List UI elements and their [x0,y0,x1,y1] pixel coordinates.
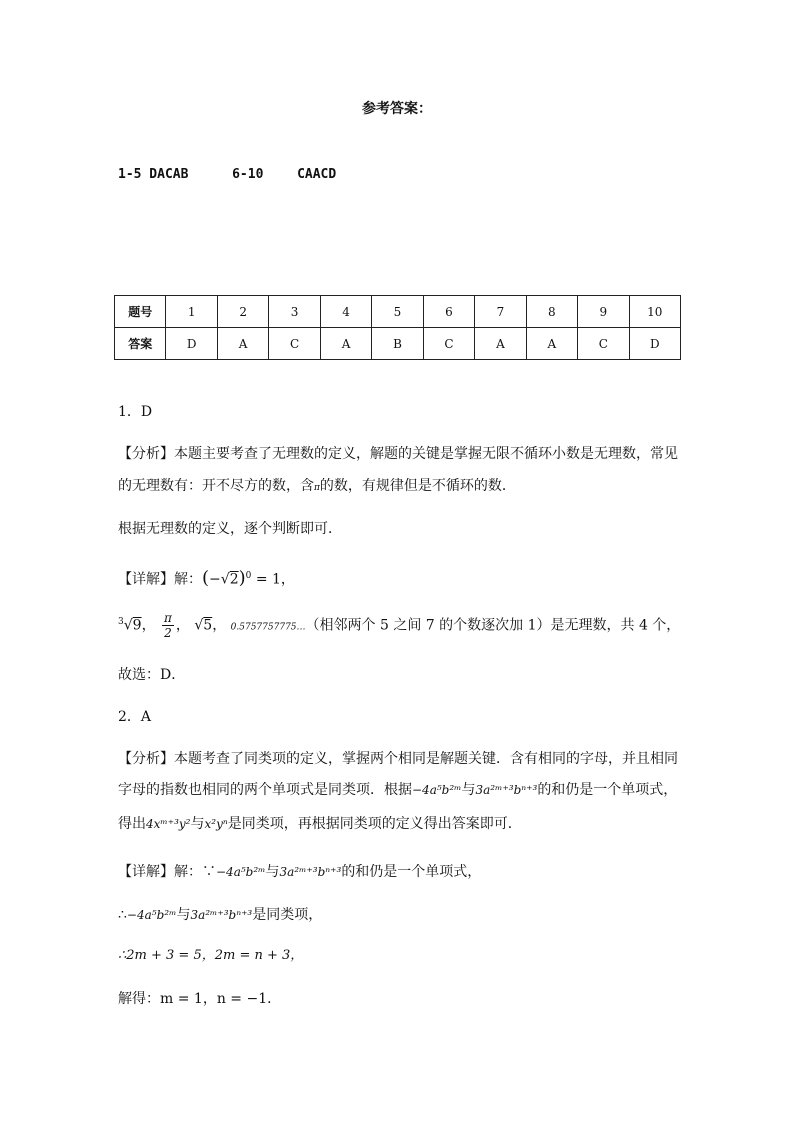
list-suffix: （相邻两个 5 之间 7 的个数逐次加 1）是无理数，共 4 个， [305,617,681,634]
q1-method: 根据无理数的定义，逐个判断即可． [118,521,342,537]
term-1: −4a⁵b²ᵐ [216,865,266,879]
q1-conclusion: 故选：D． [118,667,186,683]
analysis-tag: 【分析】 [118,446,174,462]
term-2: 3a²ᵐ⁺³bⁿ⁺³ [279,865,342,879]
analysis-text: 本题考查了同类项的定义，掌握两个相同是解题关键．含有相同的字母，并且相同 [174,751,678,767]
table-cell: A [526,328,577,360]
table-header-answer: 答案 [115,328,166,360]
table-cell: C [578,328,629,360]
sqrt-radicand: 2 [229,571,239,588]
table-cell: 9 [578,296,629,328]
table-header-number: 题号 [115,296,166,328]
table-cell: 7 [475,296,526,328]
table-cell: C [423,328,474,360]
answer-summary [118,167,336,182]
term-2: 3a²ᵐ⁺³bⁿ⁺³ [190,908,253,922]
table-cell: 2 [217,296,268,328]
term-4: x²yⁿ [204,817,228,831]
table-cell: D [166,328,217,360]
decimal-number: 0.5757757775… [230,622,306,633]
table-cell: A [217,328,268,360]
exponent-zero: 0 [245,571,252,581]
detail-text: 与 [176,907,191,923]
table-cell: A [320,328,371,360]
term-1: −4a⁵b²ᵐ [126,908,177,922]
analysis-text: 得出 [118,816,146,832]
term-1: −4a⁵b²ᵐ [412,783,462,797]
table-cell: D [629,328,680,360]
table-cell: 5 [372,296,423,328]
detail-tag: 【详解】 [118,571,174,588]
analysis-text: 的无理数有：开不尽方的数，含 [118,478,314,494]
table-cell: A [475,328,526,360]
q2-heading: 2．A [118,709,152,725]
analysis-text: 与 [190,816,205,832]
page-title: 参考答案： [362,101,432,117]
term-2: 3a²ᵐ⁺³bⁿ⁺³ [475,783,538,797]
analysis-text: 的数，有规律但是不循环的数． [319,478,516,494]
table-row-numbers [115,296,681,328]
q2-solution: 解得：m = 1，n = −1． [118,991,282,1007]
q1-irrational-list: $^3$√9， $\frac{\pi}{2}$ ， √5， 0.5757757775…（相邻两个 5 之间 7 的个数逐次加 1）是无理数，共 4 个， [118,611,681,640]
fraction-numerator: π [164,611,172,625]
table-cell: 4 [320,296,371,328]
summary-label-6-10: 6-10 [232,167,264,182]
table-cell: B [372,328,423,360]
analysis-text: 与 [461,782,476,798]
q1-analysis-line2 [118,476,516,498]
minus-sign: − [209,571,221,588]
open-paren: ( [202,567,210,589]
q2-detail-line1 [118,862,481,882]
analysis-text: 本题主要考查了无理数的定义，解题的关键是掌握无限不循环小数是无理数，常见 [174,446,678,462]
fraction-denominator: 2 [164,626,172,640]
detail-text: 解： [174,571,202,588]
q2-analysis-line2 [118,780,677,800]
pi-over-2-fraction [162,611,174,640]
detail-text: 是同类项， [252,907,323,923]
table-cell: 8 [526,296,577,328]
table-cell: C [269,328,320,360]
pi-symbol: π [314,483,320,493]
detail-text: 解：∵ [174,864,216,880]
summary-group-1-5: 1-5 DACAB [118,167,189,182]
therefore-symbol: ∴ [118,907,127,923]
q1-detail-line [118,566,295,590]
sqrt-symbol: √ [123,617,133,634]
detail-text: 的和仍是一个单项式， [341,864,482,880]
table-cell: 10 [629,296,680,328]
cbrt-index: 3 [118,616,124,627]
q2-analysis-line1 [118,749,678,769]
analysis-text: 是同类项，再根据同类项的定义得出答案即可． [227,816,522,832]
answer-table [114,295,681,360]
q2-equations: ∴2m + 3 = 5，2m = n + 3， [118,948,304,963]
sqrt-symbol: √ [220,571,230,588]
analysis-text: 的和仍是一个单项式， [537,782,678,798]
table-cell: 1 [166,296,217,328]
equation-result: = 1， [255,571,295,588]
analysis-tag: 【分析】 [118,751,174,767]
q2-detail-line2 [118,905,322,925]
cbrt-radicand: 9 [132,617,142,634]
table-cell: 3 [269,296,320,328]
q2-analysis-line3 [118,814,522,834]
detail-text: 与 [265,864,280,880]
analysis-text: 字母的指数也相同的两个单项式是同类项．根据 [118,782,412,798]
summary-group-6-10: CAACD [297,167,337,182]
detail-tag: 【详解】 [118,864,174,880]
close-paren: ) [238,567,246,589]
q1-heading: 1．D [118,404,153,420]
term-3: 4xᵐ⁺³y² [146,817,191,831]
q1-analysis-line1 [118,444,678,464]
table-row-answers [115,328,681,360]
table-cell: 6 [423,296,474,328]
sqrt-symbol: √ [194,617,204,634]
sqrt-radicand: 5 [203,617,213,634]
